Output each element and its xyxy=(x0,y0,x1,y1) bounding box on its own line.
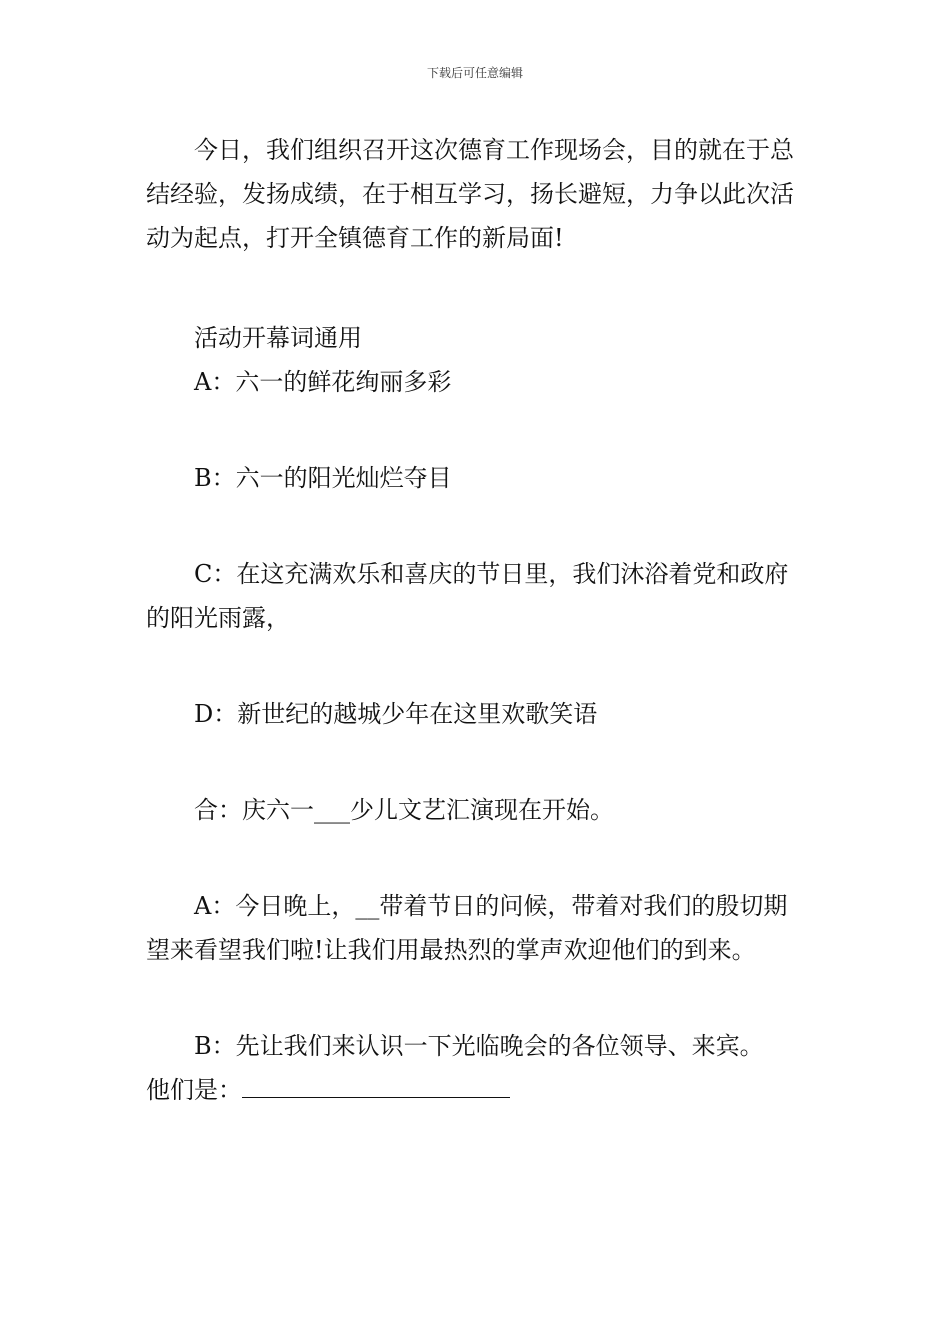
line-b2-cont xyxy=(146,1068,810,1112)
line-a2: A：今日晚上，__带着节日的问候，带着对我们的殷切期望来看望我们啦!让我们用最热烈的掌声欢迎他们的到来。 xyxy=(146,892,788,964)
section-title: 活动开幕词通用 xyxy=(194,324,362,352)
line-b2-cont-text: 他们是： xyxy=(146,1076,242,1104)
fill-in-blank xyxy=(242,1079,510,1098)
intro-paragraph: 今日，我们组织召开这次德育工作现场会，目的就在于总结经验，发扬成绩，在于相互学习，扬长避短，力争以此次活动为起点，打开全镇德育工作的新局面! xyxy=(146,136,794,252)
page-header: 下载后可任意编辑 xyxy=(426,66,523,80)
line-a1: A：六一的鲜花绚丽多彩 xyxy=(194,368,452,396)
line-c1: C：在这充满欢乐和喜庆的节日里，我们沐浴着党和政府的阳光雨露， xyxy=(146,560,789,632)
document-body xyxy=(146,128,810,1112)
line-he: 合：庆六一___少儿文艺汇演现在开始。 xyxy=(194,796,614,824)
line-d1: D：新世纪的越城少年在这里欢歌笑语 xyxy=(194,700,598,728)
line-b2: B：先让我们来认识一下光临晚会的各位领导、来宾。 xyxy=(194,1032,764,1060)
line-b1: B：六一的阳光灿烂夺目 xyxy=(194,464,452,492)
